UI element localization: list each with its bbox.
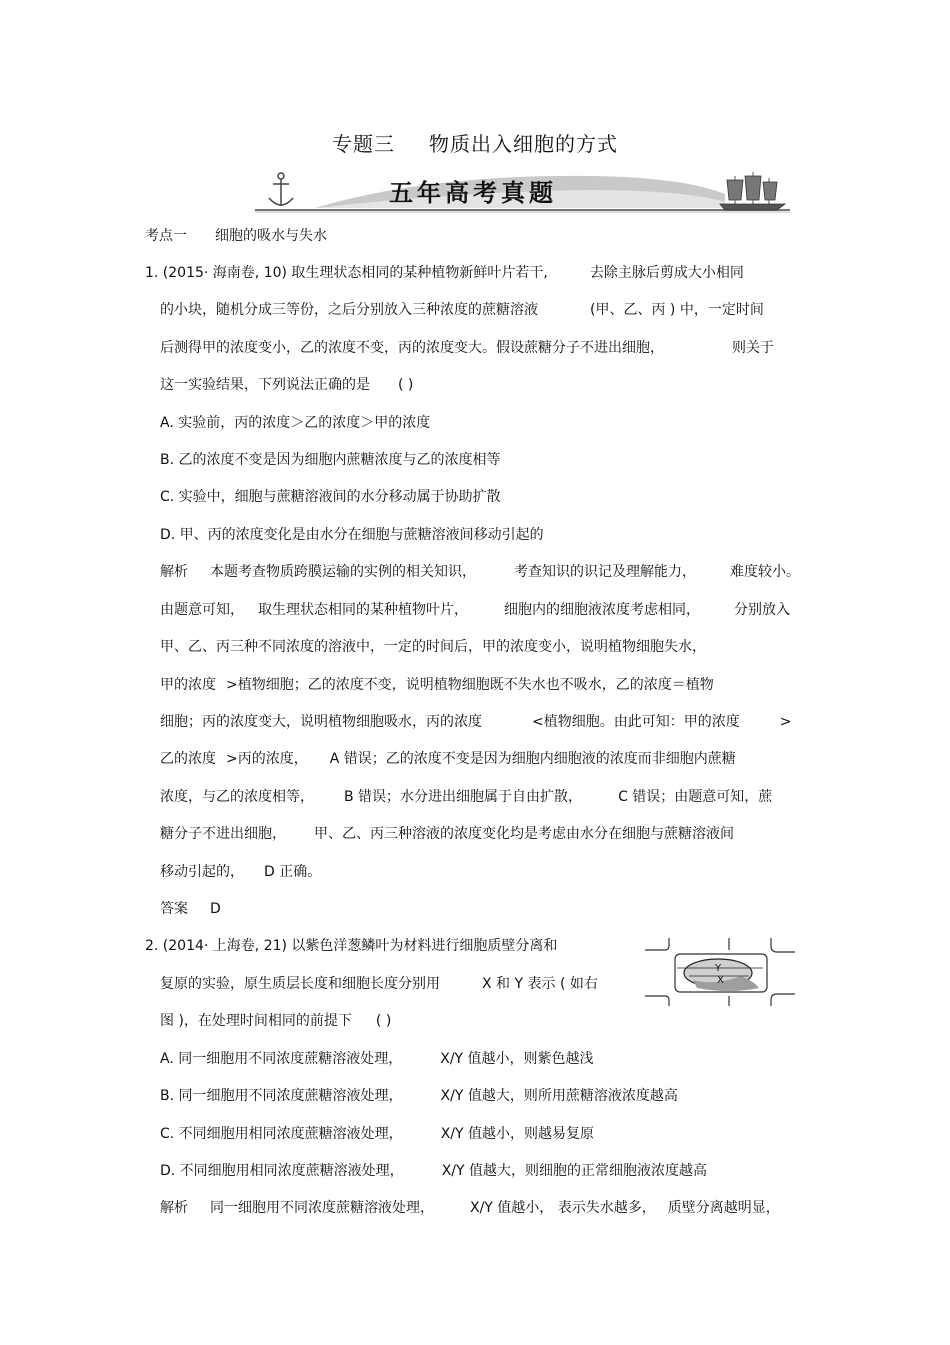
q2-stem-line: 图 )，在处理时间相同的前提下 ( ) [160,1013,392,1029]
q2-option-c: C. 不同细胞用相同浓度蔗糖溶液处理， X/Y 值越小，则越易复原 [160,1126,594,1142]
title-topic: 专题三 [332,132,395,156]
q1-analysis-line: 糖分子不进出细胞， 甲、乙、丙三种溶液的浓度变化均是考虑由水分在细胞与蔗糖溶液间 [160,826,734,842]
q2-option-d: D. 不同细胞用相同浓度蔗糖溶液处理， X/Y 值越大，则细胞的正常细胞液浓度越高 [160,1163,707,1179]
q2-stem-line: 2. (2014· 上海卷, 21) 以紫色洋葱鳞叶为材料进行细胞质壁分离和 [145,938,558,954]
section-heading: 考点一 细胞的吸水与失水 [145,228,327,244]
q1-answer: 答案 D [160,901,221,917]
q1-analysis-line: 由题意可知， 取生理状态相同的某种植物叶片， 细胞内的细胞液浓度考虑相同， 分别放入 [160,602,790,618]
q1-analysis-line: 浓度，与乙的浓度相等， B 错误；水分进出细胞属于自由扩散， C 错误；由题意可知，蔗 [160,789,773,805]
q1-analysis-line: 甲、乙、丙三种不同浓度的溶液中，一定的时间后，甲的浓度变小，说明植物细胞失水， [160,639,706,655]
q1-stem-line: 后测得甲的浓度变小，乙的浓度不变，丙的浓度变大。假设蔗糖分子不进出细胞， 则关于 [160,340,774,356]
banner-title: 五年高考真题 [389,179,557,207]
q1-analysis-line: 移动引起的， D 正确。 [160,864,322,880]
q1-stem-line: 这一实验结果，下列说法正确的是 ( ) [160,377,414,393]
q1-analysis-line: 甲的浓度 >植物细胞；乙的浓度不变，说明植物细胞既不失水也不吸水，乙的浓度＝植物 [160,677,714,693]
q1-option-c: C. 实验中，细胞与蔗糖溶液间的水分移动属于协助扩散 [160,489,501,505]
sailing-ship-icon [720,172,785,210]
q1-analysis-line: 乙的浓度 >丙的浓度， A 错误；乙的浓度不变是因为细胞内细胞液的浓度而非细胞内蔗糖 [160,751,736,767]
q2-analysis-line: 解析 同一细胞用不同浓度蔗糖溶液处理， X/Y 值越小， 表示失水越多， 质壁分离越明显， [160,1200,780,1216]
title-subject: 物质出入细胞的方式 [429,132,618,156]
label-y: Y [715,963,722,974]
q1-option-d: D. 甲、丙的浓度变化是由水分在细胞与蔗糖溶液间移动引起的 [160,527,544,543]
anchor-icon [269,173,293,206]
q1-stem-line: 的小块，随机分成三等份，之后分别放入三种浓度的蔗糖溶液 (甲、乙、丙 ) 中，一定时间 [160,302,764,318]
q2-option-a: A. 同一细胞用不同浓度蔗糖溶液处理， X/Y 值越小，则紫色越浅 [160,1051,594,1067]
q2-option-b: B. 同一细胞用不同浓度蔗糖溶液处理， X/Y 值越大，则所用蔗糖溶液浓度越高 [160,1088,678,1104]
q1-option-a: A. 实验前，丙的浓度＞乙的浓度＞甲的浓度 [160,415,431,431]
q1-analysis-line: 解析 本题考查物质跨膜运输的实例的相关知识， 考查知识的识记及理解能力， 难度较小。 [160,564,800,580]
plant-cell-diagram [645,938,795,1006]
q1-analysis-line: 细胞；丙的浓度变大，说明植物细胞吸水，丙的浓度 <植物细胞。由此可知：甲的浓度 > [160,714,792,730]
q2-stem-line: 复原的实验，原生质层长度和细胞长度分别用 X 和 Y 表示 ( 如右 [160,976,598,992]
q1-stem-line: 1. (2015· 海南卷, 10) 取生理状态相同的某种植物新鲜叶片若干, 去除主脉后剪成大小相同 [145,265,744,281]
q1-option-b: B. 乙的浓度不变是因为细胞内蔗糖浓度与乙的浓度相等 [160,452,501,468]
page-title [0,128,950,157]
label-x: X [717,975,724,986]
